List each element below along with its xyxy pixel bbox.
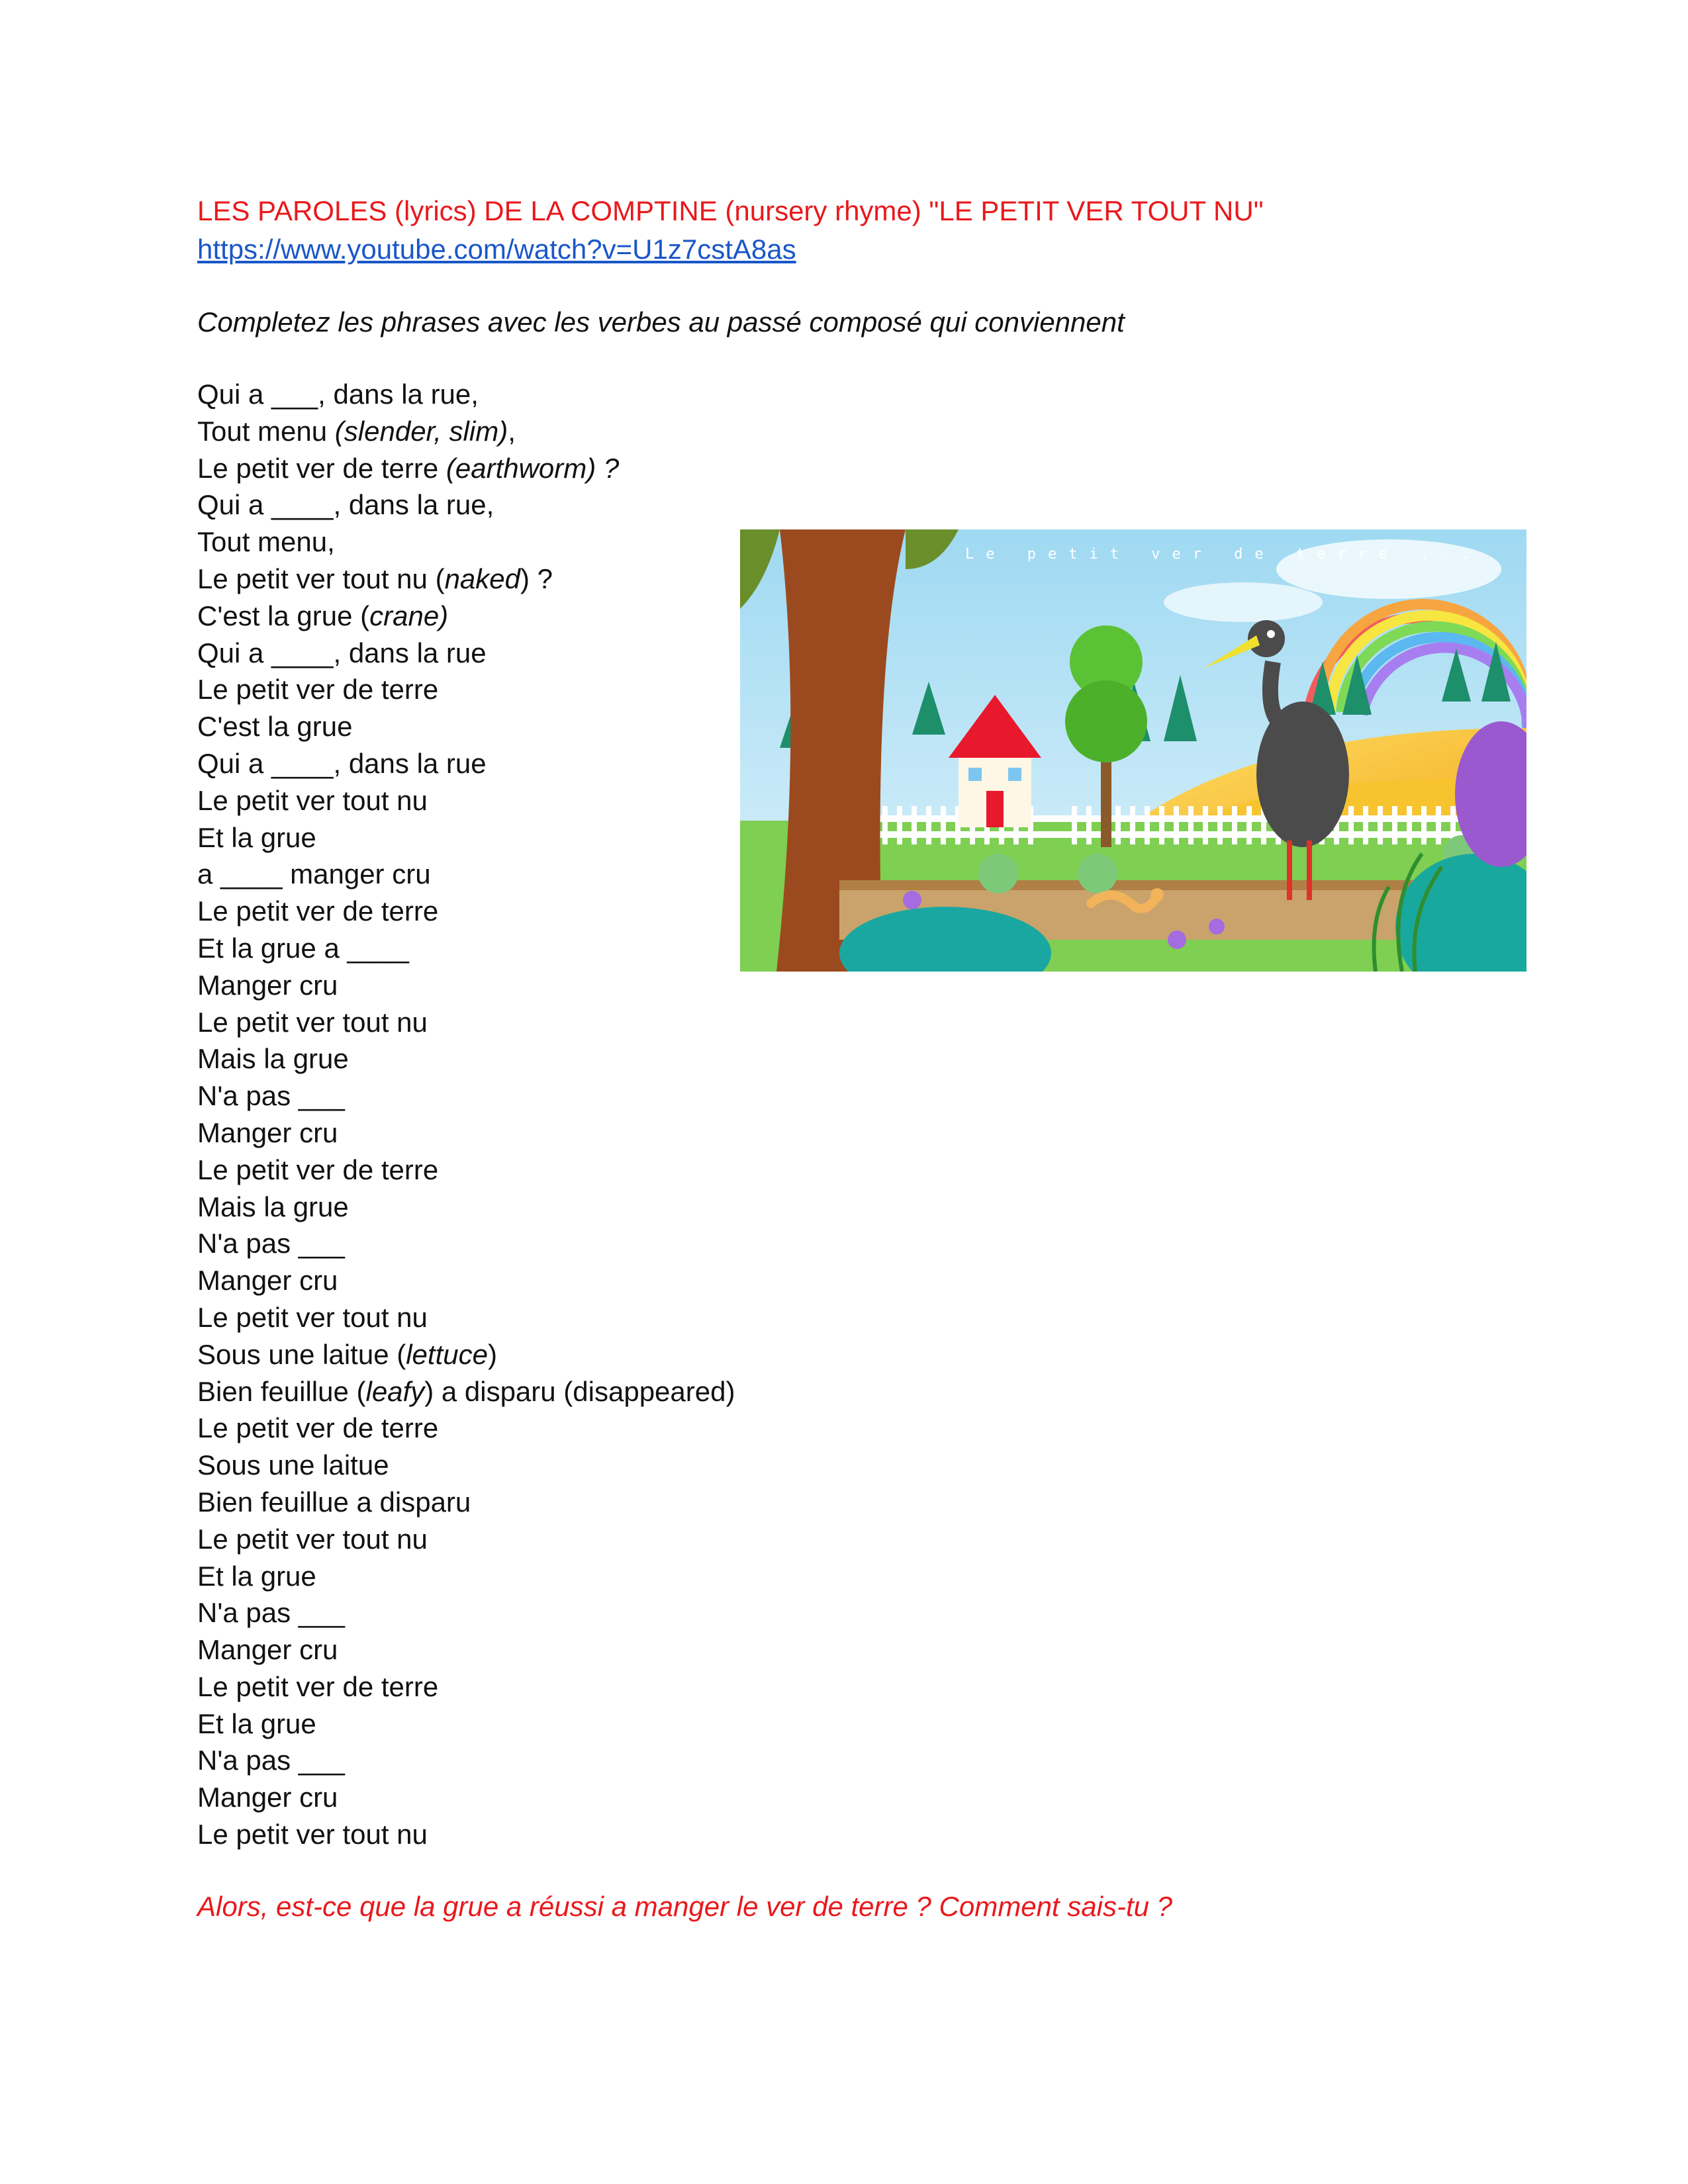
lyric-line [197,1631,1508,1668]
lyric-text: Le petit ver de terre [197,1154,439,1185]
lyric-translation: (slender, slim) [334,415,508,447]
lyric-line [197,1521,1508,1558]
lyric-text: Manger cru [197,1265,338,1297]
lyric-translation: lettuce [406,1338,488,1370]
lyric-line [197,967,1508,1004]
lyric-text: Manger cru [197,969,338,1001]
lyric-text: C'est la grue ( [197,600,370,631]
lyric-line [197,376,1508,413]
lyric-text: Manger cru [197,1634,338,1666]
lyric-line [197,1484,1508,1521]
lyric-line [197,1742,1508,1779]
lyric-text: Le petit ver de terre [197,674,439,705]
worksheet-page [197,192,1508,1926]
lyric-text: , [508,415,516,447]
lyric-text: Tout menu [197,415,335,447]
lyric-text: Le petit ver tout nu [197,1819,428,1850]
lyric-line [197,1668,1508,1706]
lyric-text: Sous une laitue ( [197,1338,406,1370]
comprehension-question: Alors, est-ce que la grue a réussi a manger le ver de terre ? Comment sais-tu ? [197,1890,1172,1922]
lyric-text: ) a disparu (disappeared) [424,1375,735,1407]
lyric-line [197,1336,1508,1373]
lyric-line [197,1189,1508,1226]
lyric-text: Mais la grue [197,1191,349,1222]
lyric-text: Le petit ver tout nu ( [197,563,445,594]
lyric-line [197,413,1508,450]
lyric-line [197,1373,1508,1410]
lyric-text: Et la grue [197,1560,316,1592]
lyric-translation: crane) [369,600,449,631]
lyric-text: Et la grue [197,1707,316,1739]
lyric-line [197,1040,1508,1077]
lyric-text: Le petit ver de terre [197,1412,439,1444]
instruction-text: Completez les phrases avec les verbes au passé composé qui conviennent [197,306,1125,338]
lyric-text: Tout menu, [197,526,335,558]
lyric-text: ) [487,1338,497,1370]
lyric-text: Bien feuillue a disparu [197,1486,471,1518]
lyric-text: Le petit ver de terre [197,452,446,484]
youtube-link[interactable]: https://www.youtube.com/watch?v=U1z7cstA8as [197,234,796,265]
lyric-text: Le petit ver tout nu [197,1523,428,1555]
lyric-line [197,1558,1508,1595]
lyric-text: Le petit ver de terre [197,895,439,927]
illustration-caption: Le petit ver de terre ... [965,546,1483,563]
lyric-line [197,1225,1508,1262]
lyric-text: Le petit ver tout nu [197,1301,428,1333]
lyric-text: Mais la grue [197,1043,349,1075]
lyric-text: Le petit ver tout nu [197,784,428,816]
lyric-text: Qui a ____, dans la rue [197,637,487,668]
lyric-line [197,1077,1508,1115]
lyric-line [197,1152,1508,1189]
lyric-line [197,1262,1508,1299]
lyric-line [197,1816,1508,1853]
lyric-text: Et la grue a ____ [197,932,409,964]
lyric-line [197,486,1508,523]
lyric-line [197,1594,1508,1631]
lyric-line [197,1779,1508,1816]
lyric-text: a ____ manger cru [197,858,431,890]
lyric-text: Manger cru [197,1782,338,1813]
lyric-text: Manger cru [197,1116,338,1148]
lyric-line [197,1115,1508,1152]
lyric-text: Qui a ____, dans la rue, [197,489,494,521]
lyric-text: C'est la grue [197,711,353,743]
crane-and-worm-illustration [740,529,1526,972]
lyric-text: Qui a ____, dans la rue [197,747,487,779]
lyric-translation: naked [444,563,520,594]
lyric-text: Le petit ver de terre [197,1670,439,1702]
lyric-translation: (earthworm) ? [445,452,620,484]
lyric-translation: leafy [365,1375,425,1407]
lyric-text: N'a pas ___ [197,1080,345,1112]
lyric-line [197,1410,1508,1447]
lyric-text: Et la grue [197,821,316,853]
lyric-text: ) ? [520,563,553,594]
lyric-line [197,1706,1508,1743]
lyric-line [197,1299,1508,1336]
lyric-text: N'a pas ___ [197,1228,345,1259]
lyric-text: Qui a ___, dans la rue, [197,379,479,410]
lyric-line [197,1447,1508,1484]
lyric-text: N'a pas ___ [197,1745,345,1776]
lyric-text: Bien feuillue ( [197,1375,366,1407]
lyric-line [197,1004,1508,1041]
lyric-text: Sous une laitue [197,1449,389,1481]
lyric-text: Le petit ver tout nu [197,1006,428,1038]
worksheet-title: LES PAROLES (lyrics) DE LA COMPTINE (nursery rhyme) "LE PETIT VER TOUT NU" [197,195,1264,226]
lyric-line [197,450,1508,487]
lyric-text: N'a pas ___ [197,1597,345,1629]
